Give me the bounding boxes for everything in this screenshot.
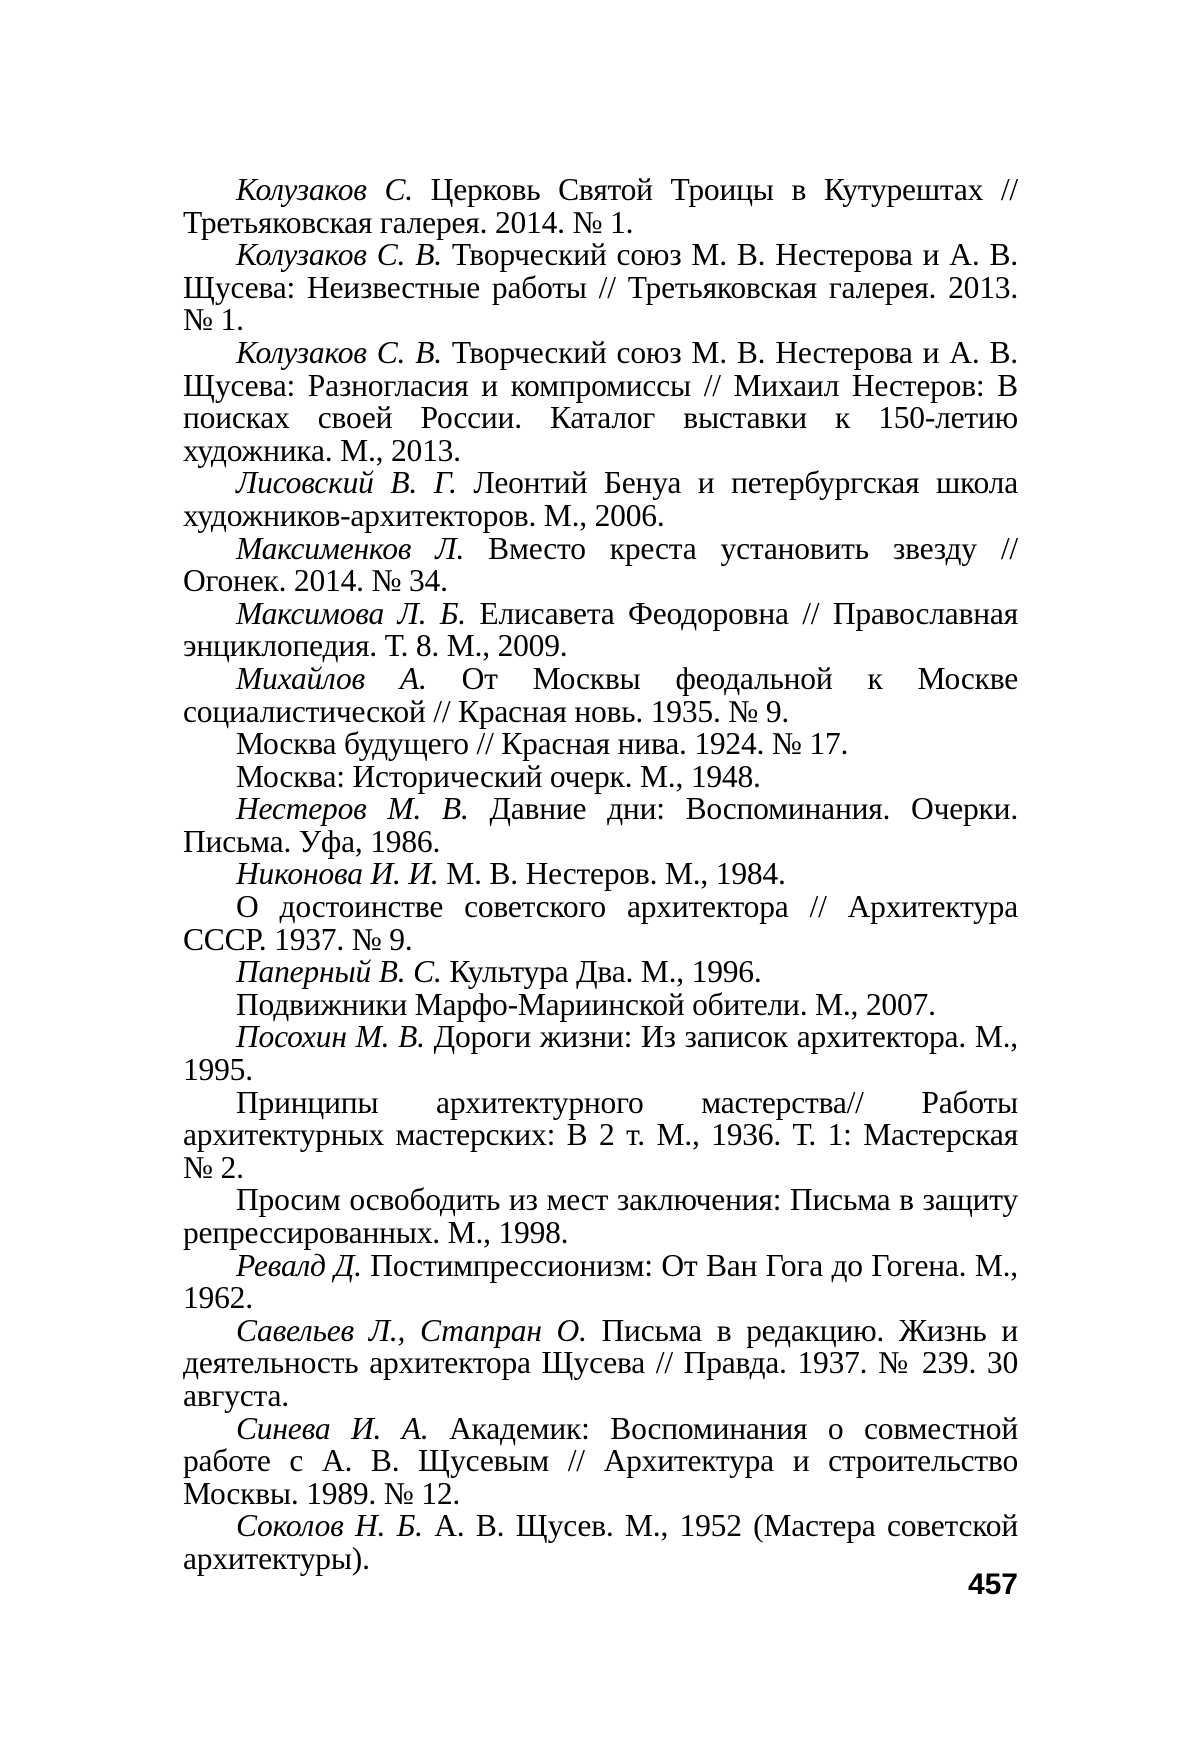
entry-text: Письма в редакцию. Жизнь и деятельность архитектора Щусева // Правда. 1937. № 239. 30 августа. [183, 1313, 1018, 1413]
bibliography-entry [183, 989, 1018, 1022]
bibliography-entry [183, 858, 1018, 891]
entry-text: Елисавета Феодоровна // Православная энциклопедия. Т. 8. М., 2009. [183, 596, 1018, 664]
entry-author: Соколов Н. Б. [236, 1508, 423, 1543]
entry-text: Давние дни: Воспоминания. Очерки. Письма. Уфа, 1986. [183, 791, 1018, 859]
bibliography-entry [183, 793, 1018, 858]
entry-text: Творческий союз М. В. Нестерова и А. В. Щусева: Разногласия и компромиссы // Михаил Нестеров: В поисках своей России. Каталог выставки к 150-летию художника. М., 2013. [183, 335, 1018, 468]
bibliography-entry [183, 174, 1018, 239]
bibliography-entry [183, 1315, 1018, 1413]
entry-text: Просим освободить из мест заключения: Письма в защиту репрессированных. М., 1998. [183, 1182, 1018, 1250]
bibliography-entry [183, 598, 1018, 663]
entry-author: Никонова И. И. [236, 856, 439, 891]
entry-text: М. В. Нестеров. М., 1984. [446, 856, 785, 891]
page-number: 457 [968, 1569, 1018, 1601]
entry-text: Церковь Святой Троицы в Кутурештах // Третьяковская галерея. 2014. № 1. [183, 172, 1018, 240]
bibliography-entry [183, 761, 1018, 794]
entry-author: Нестеров М. В. [236, 791, 469, 826]
bibliography-entry [183, 239, 1018, 337]
bibliography-entry [183, 1087, 1018, 1185]
bibliography-entry [183, 728, 1018, 761]
entry-text: Москва: Исторический очерк. М., 1948. [236, 759, 761, 794]
entry-text: Академик: Воспоминания о совместной работе с А. В. Щусевым // Архитектура и строительство Москвы. 1989. № 12. [183, 1411, 1018, 1511]
entry-author: Колузаков С. [236, 172, 413, 207]
entry-text: Москва будущего // Красная нива. 1924. № 17. [236, 726, 848, 761]
bibliography-entry [183, 1250, 1018, 1315]
entry-text: Дороги жизни: Из записок архитектора. М., 1995. [183, 1019, 1018, 1087]
book-page [183, 174, 1018, 1576]
entry-text: Культура Два. М., 1996. [449, 954, 761, 989]
entry-text: Постимпрессионизм: От Ван Гога до Гогена. М., 1962. [183, 1248, 1018, 1316]
bibliography-entry [183, 891, 1018, 956]
entry-author: Михайлов А. [236, 661, 427, 696]
entry-text: Леонтий Бенуа и петербургская школа художников-архитекторов. М., 2006. [183, 465, 1018, 533]
bibliography-entry [183, 337, 1018, 467]
bibliography-list [183, 174, 1018, 1576]
bibliography-entry [183, 533, 1018, 598]
entry-author: Паперный В. С. [236, 954, 442, 989]
entry-text: О достоинстве советского архитектора // Архитектура СССР. 1937. № 9. [183, 889, 1018, 957]
bibliography-entry [183, 467, 1018, 532]
entry-author: Колузаков С. В. [236, 335, 442, 370]
entry-text: Вместо креста установить звезду // Огонек. 2014. № 34. [183, 531, 1018, 599]
entry-author: Синева И. А. [236, 1411, 429, 1446]
bibliography-entry [183, 1510, 1018, 1575]
bibliography-entry [183, 1021, 1018, 1086]
entry-text: От Москвы феодальной к Москве социалистической // Красная новь. 1935. № 9. [183, 661, 1018, 729]
entry-author: Савельев Л., Стапран О. [236, 1313, 587, 1348]
entry-text: Принципы архитектурного мастерства// Работы архитектурных мастерских: В 2 т. М., 1936. Т. 1: Мастерская № 2. [183, 1085, 1018, 1185]
entry-author: Максимова Л. Б. [236, 596, 466, 631]
entry-text: А. В. Щусев. М., 1952 (Мастера советской архитектуры). [183, 1508, 1018, 1576]
entry-text: Творческий союз М. В. Нестерова и А. В. Щусева: Неизвестные работы // Третьяковская галерея. 2013. № 1. [183, 237, 1018, 337]
entry-author: Ревалд Д. [236, 1248, 362, 1283]
bibliography-entry [183, 956, 1018, 989]
bibliography-entry [183, 663, 1018, 728]
bibliography-entry [183, 1413, 1018, 1511]
entry-author: Колузаков С. В. [236, 237, 442, 272]
entry-text: Подвижники Марфо-Мариинской обители. М., 2007. [236, 987, 936, 1022]
entry-author: Лисовский В. Г. [236, 465, 457, 500]
entry-author: Посохин М. В. [236, 1019, 425, 1054]
entry-author: Максименков Л. [236, 531, 464, 566]
bibliography-entry [183, 1184, 1018, 1249]
